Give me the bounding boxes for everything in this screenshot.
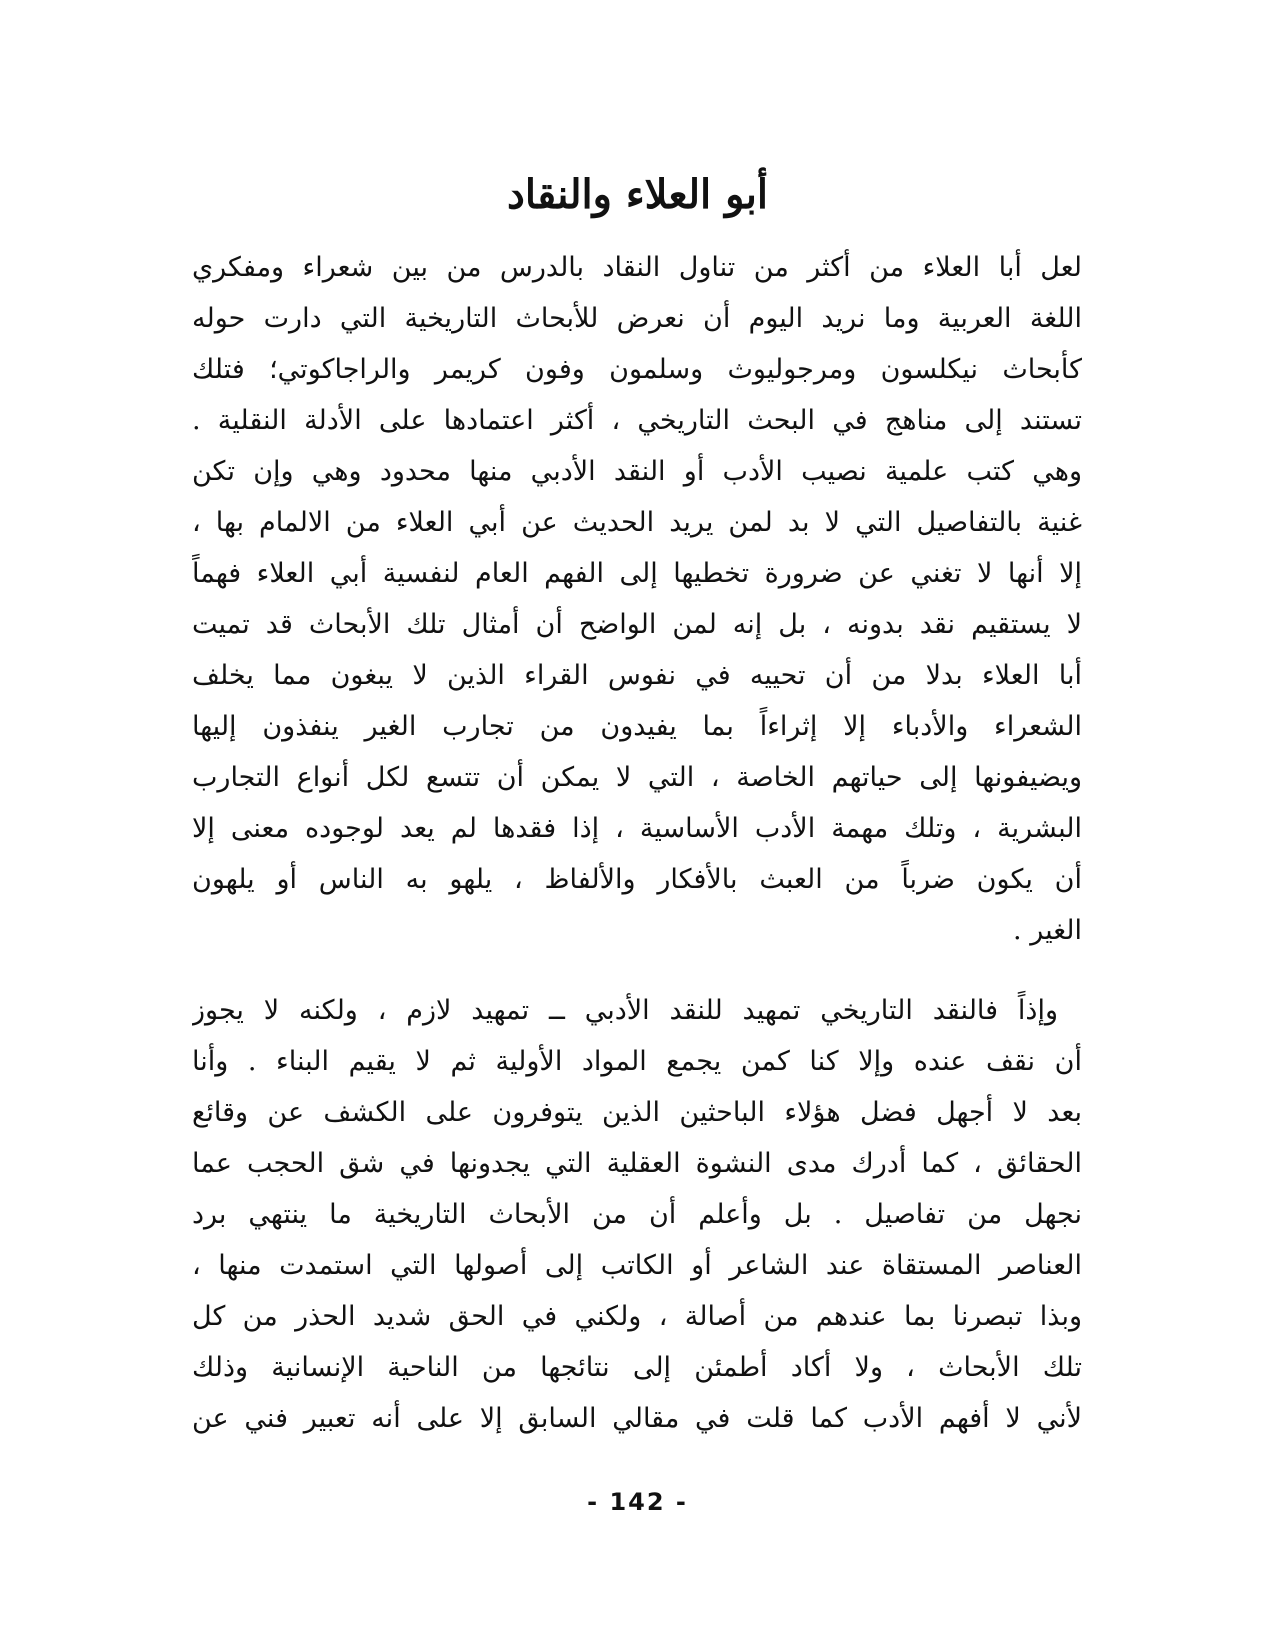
text-line: البشرية ، وتلك مهمة الأدب الأساسية ، إذا فقدها لم يعد لوجوده معنى إلا bbox=[192, 813, 1082, 844]
text-line: العناصر المستقاة عند الشاعر أو الكاتب إلى أصولها التي استمدت منها ، bbox=[192, 1250, 1082, 1281]
text-line: الشعراء والأدباء إلا إثراءاً بما يفيدون من تجارب الغير ينفذون إليها bbox=[192, 711, 1082, 742]
text-line: أن يكون ضرباً من العبث بالأفكار والألفاظ ، يلهو به الناس أو يلهون bbox=[192, 864, 1082, 895]
text-line: ويضيفونها إلى حياتهم الخاصة ، التي لا يمكن أن تتسع لكل أنواع التجارب bbox=[192, 762, 1082, 793]
text-line: غنية بالتفاصيل التي لا بد لمن يريد الحديث عن أبي العلاء من الالمام بها ، bbox=[192, 507, 1082, 538]
text-line: نجهل من تفاصيل . بل وأعلم أن من الأبحاث التاريخية ما ينتهي برد bbox=[192, 1199, 1082, 1230]
text-line: لأني لا أفهم الأدب كما قلت في مقالي السابق إلا على أنه تعبير فني عن bbox=[192, 1403, 1082, 1434]
text-line: أبا العلاء بدلا من أن تحييه في نفوس القراء الذين لا يبغون مما يخلف bbox=[192, 660, 1082, 691]
text-line: تستند إلى مناهج في البحث التاريخي ، أكثر اعتمادها على الأدلة النقلية . bbox=[192, 405, 1082, 436]
page-title: أبو العلاء والنقاد bbox=[507, 170, 768, 218]
text-line: لا يستقيم نقد بدونه ، بل إنه لمن الواضح أن أمثال تلك الأبحاث قد تميت bbox=[192, 609, 1082, 640]
page-number: - 142 - bbox=[587, 1488, 688, 1516]
text-line: الحقائق ، كما أدرك مدى النشوة العقلية التي يجدونها في شق الحجب عما bbox=[192, 1148, 1082, 1179]
text-line: إلا أنها لا تغني عن ضرورة تخطيها إلى الفهم العام لنفسية أبي العلاء فهماً bbox=[192, 558, 1082, 589]
paragraph-2 bbox=[192, 985, 1082, 1444]
text-line: أن نقف عنده وإلا كنا كمن يجمع المواد الأولية ثم لا يقيم البناء . وأنا bbox=[192, 1046, 1082, 1077]
text-line: كأبحاث نيكلسون ومرجوليوث وسلمون وفون كريمر والراجاكوتي؛ فتلك bbox=[192, 354, 1082, 385]
text-line: وبذا تبصرنا بما عندهم من أصالة ، ولكني في الحق شديد الحذر من كل bbox=[192, 1301, 1082, 1332]
text-line: وهي كتب علمية نصيب الأدب أو النقد الأدبي منها محدود وهي وإن تكن bbox=[192, 456, 1082, 487]
paragraph-1 bbox=[192, 242, 1082, 956]
text-line: اللغة العربية وما نريد اليوم أن نعرض للأبحاث التاريخية التي دارت حوله bbox=[192, 303, 1082, 334]
text-line: الغير . bbox=[1013, 915, 1082, 946]
text-line: وإذاً فالنقد التاريخي تمهيد للنقد الأدبي ــ تمهيد لازم ، ولكنه لا يجوز bbox=[192, 995, 1058, 1026]
text-line: بعد لا أجهل فضل هؤلاء الباحثين الذين يتوفرون على الكشف عن وقائع bbox=[192, 1097, 1082, 1128]
text-line: تلك الأبحاث ، ولا أكاد أطمئن إلى نتائجها من الناحية الإنسانية وذلك bbox=[192, 1352, 1082, 1383]
text-line: لعل أبا العلاء من أكثر من تناول النقاد بالدرس من بين شعراء ومفكري bbox=[192, 252, 1082, 283]
